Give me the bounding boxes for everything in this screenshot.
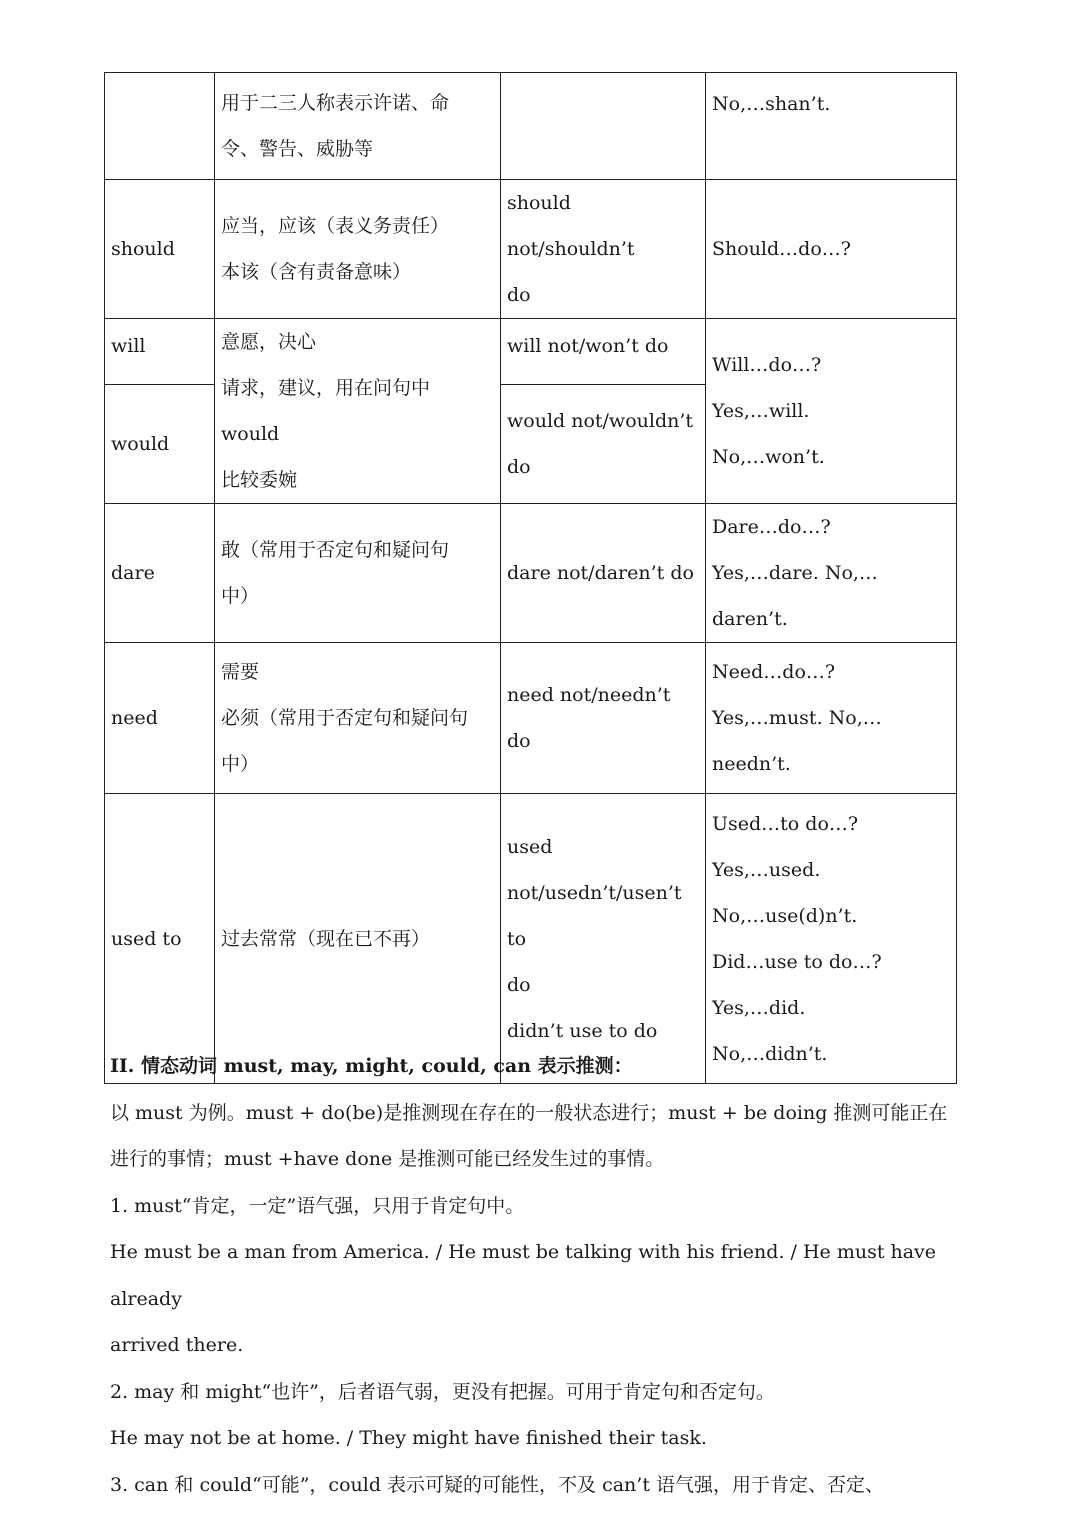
section-line: 进行的事情；must +have done 是推测可能已经发生过的事情。 — [110, 1148, 665, 1170]
table-row — [105, 319, 957, 385]
meaning-text: 用于二三人称表示许诺、命 令、警告、威胁等 — [221, 92, 450, 160]
meaning-cell — [215, 180, 501, 319]
negative-text: would not/wouldn’t do — [507, 409, 694, 478]
section-line: 3. can 和 could“可能”，could 表示可疑的可能性，不及 can’t 语气强，用于肯定、否定、 — [110, 1473, 884, 1496]
meaning-cell: 过去常常（现在已不再） — [215, 794, 501, 1084]
table-row — [105, 794, 957, 1084]
negative-text: used not/usedn’t/usen’t to do didn’t use to do — [507, 835, 682, 1042]
negative-text: should not/shouldn’t do — [507, 192, 635, 306]
table-row — [105, 643, 957, 794]
question-text: Dare…do…? Yes,…dare. No,…daren’t. — [712, 516, 878, 630]
question-text: Need…do…? Yes,…must. No,…needn’t. — [712, 661, 882, 775]
verb-cell: need — [105, 643, 215, 794]
question-cell — [706, 794, 957, 1084]
negative-cell: will not/won’t do — [501, 319, 706, 385]
negative-cell: dare not/daren’t do — [501, 504, 706, 643]
negative-cell — [501, 180, 706, 319]
meaning-cell — [215, 643, 501, 794]
negative-cell — [501, 73, 706, 180]
table-row — [105, 73, 957, 180]
question-text: Used…to do…? Yes,…used. No,…use(d)n’t. Did…use to do…? Yes,…did. No,…didn’t. — [712, 812, 882, 1065]
negative-cell: need not/needn’t do — [501, 643, 706, 794]
section-heading: II. 情态动词 must, may, might, could, can 表示推测： — [110, 1055, 633, 1077]
section-line: 1. must“肯定，一定”语气强，只用于肯定句中。 — [110, 1194, 525, 1217]
question-cell — [706, 504, 957, 643]
verb-cell: used to — [105, 794, 215, 1084]
section-line: 以 must 为例。must + do(be)是推测现在存在的一般状态进行；must + be doing 推测可能正在 — [110, 1101, 948, 1124]
meaning-cell — [215, 504, 501, 643]
verb-cell — [105, 73, 215, 180]
question-cell — [706, 319, 957, 504]
negative-cell — [501, 384, 706, 503]
table-row — [105, 504, 957, 643]
meaning-cell — [215, 319, 501, 504]
question-cell: No,…shan’t. — [706, 73, 957, 180]
verb-cell: would — [105, 384, 215, 503]
negative-cell — [501, 794, 706, 1084]
question-cell — [706, 643, 957, 794]
verb-cell: should — [105, 180, 215, 319]
table-row — [105, 180, 957, 319]
question-text: Will…do…? Yes,…will. No,…won’t. — [712, 354, 825, 468]
example-line: arrived there. — [110, 1334, 244, 1356]
verb-cell: will — [105, 319, 215, 385]
verb-cell: dare — [105, 504, 215, 643]
example-line: He must be a man from America. / He must be talking with his friend. / He must have already — [110, 1241, 937, 1310]
meaning-text: 意愿，决心 请求，建议，用在问句中 would 比较委婉 — [221, 331, 431, 491]
meaning-text: 应当，应该（表义务责任） 本该（含有责备意味） — [221, 215, 450, 283]
modal-verbs-table — [104, 72, 957, 1084]
meaning-cell — [215, 73, 501, 180]
question-cell: Should…do…? — [706, 180, 957, 319]
meaning-text: 需要 必须（常用于否定句和疑问句 中） — [221, 661, 469, 775]
meaning-text: 敢（常用于否定句和疑问句 中） — [221, 539, 450, 607]
inference-section — [110, 1043, 960, 1508]
section-line: 2. may 和 might“也许”，后者语气弱，更没有把握。可用于肯定句和否定句。 — [110, 1380, 775, 1403]
example-line: He may not be at home. / They might have finished their task. — [110, 1427, 707, 1449]
